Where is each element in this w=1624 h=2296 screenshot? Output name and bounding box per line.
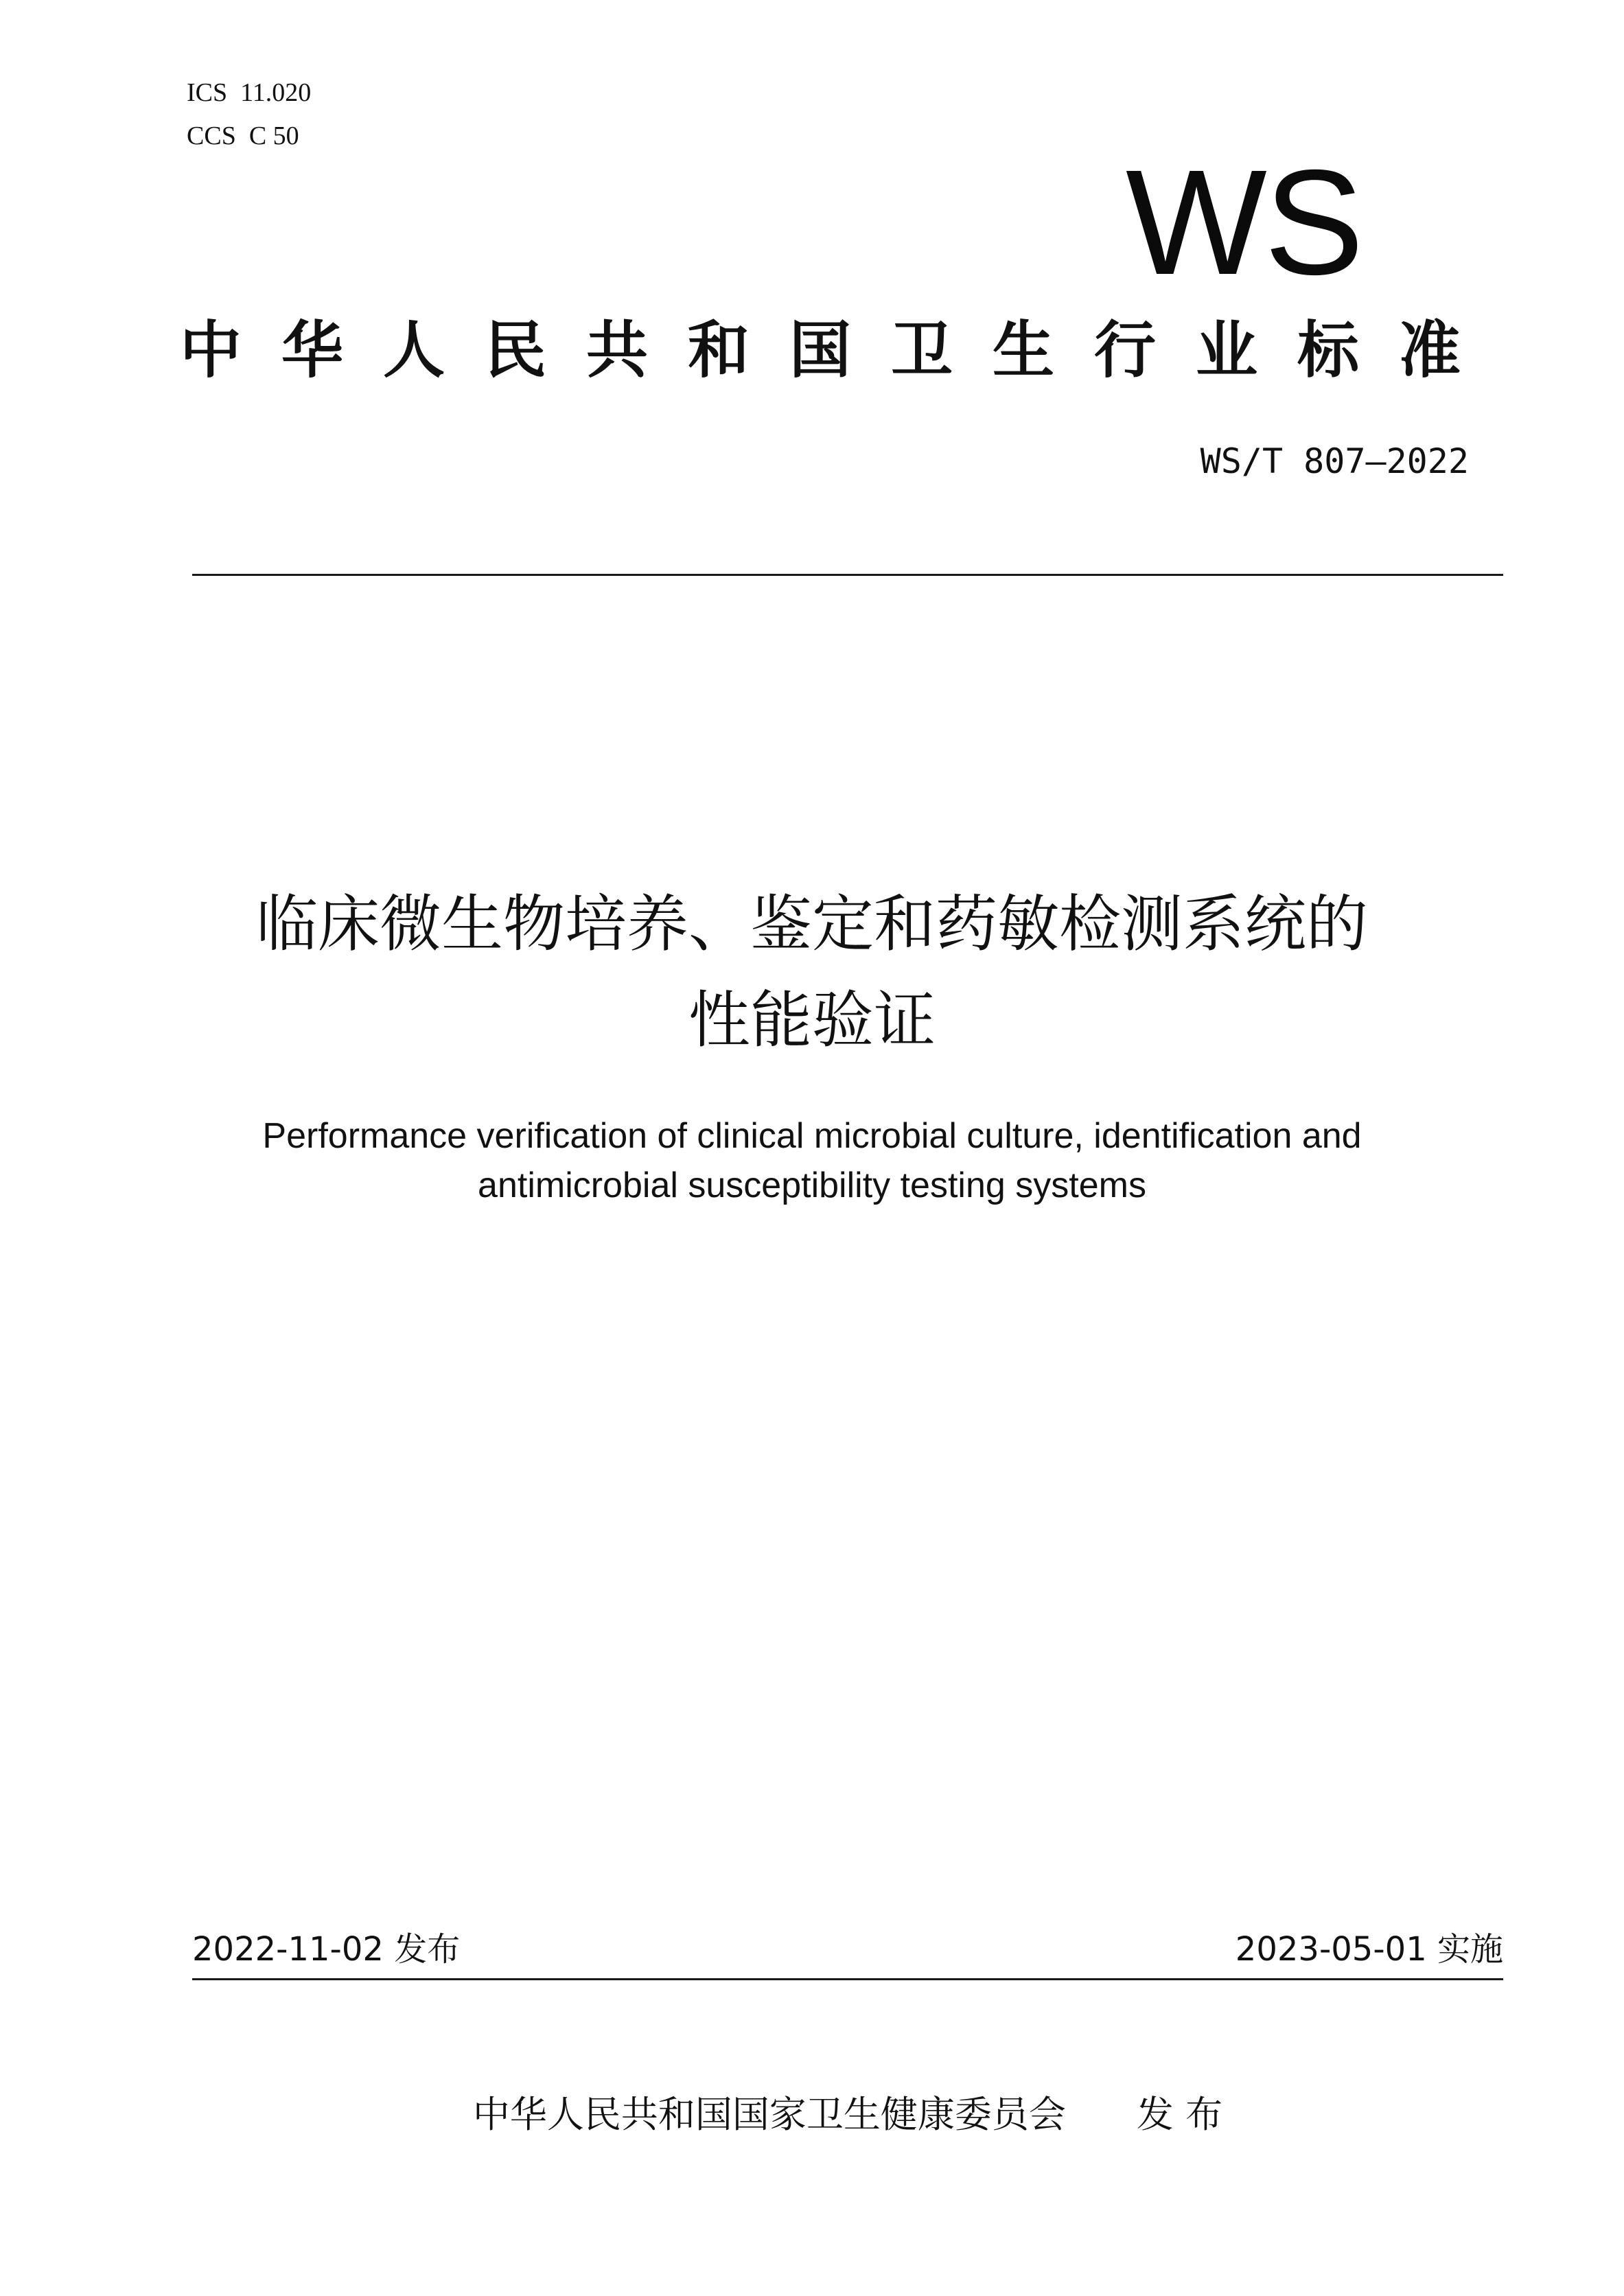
standard-number: WS/T 807—2022 [1200,441,1469,481]
issuing-authority: 中华人民共和国国家卫生健康委员会 发 布 [472,2093,1223,2136]
ccs-code: CCS C 50 [187,121,299,150]
ics-code: ICS 11.020 [187,78,312,107]
date-divider [192,1978,1503,1980]
chinese-title-line-1: 临床微生物培养、鉴定和药敏检测系统的 [256,888,1368,960]
chinese-title-line-2: 性能验证 [688,984,936,1056]
implementation-date: 2023-05-01 实施 [1235,1930,1503,1969]
standard-type-heading: 中华人民共和国卫生行业标准 [180,314,1500,386]
english-title-line-2: antimicrobial susceptibility testing systems [478,1166,1146,1205]
header-divider [192,574,1503,576]
issue-date: 2022-11-02 发布 [192,1930,461,1969]
english-title-line-1: Performance verification of clinical microbial culture, identification and [262,1116,1362,1156]
ws-logo: WS [1126,139,1362,306]
